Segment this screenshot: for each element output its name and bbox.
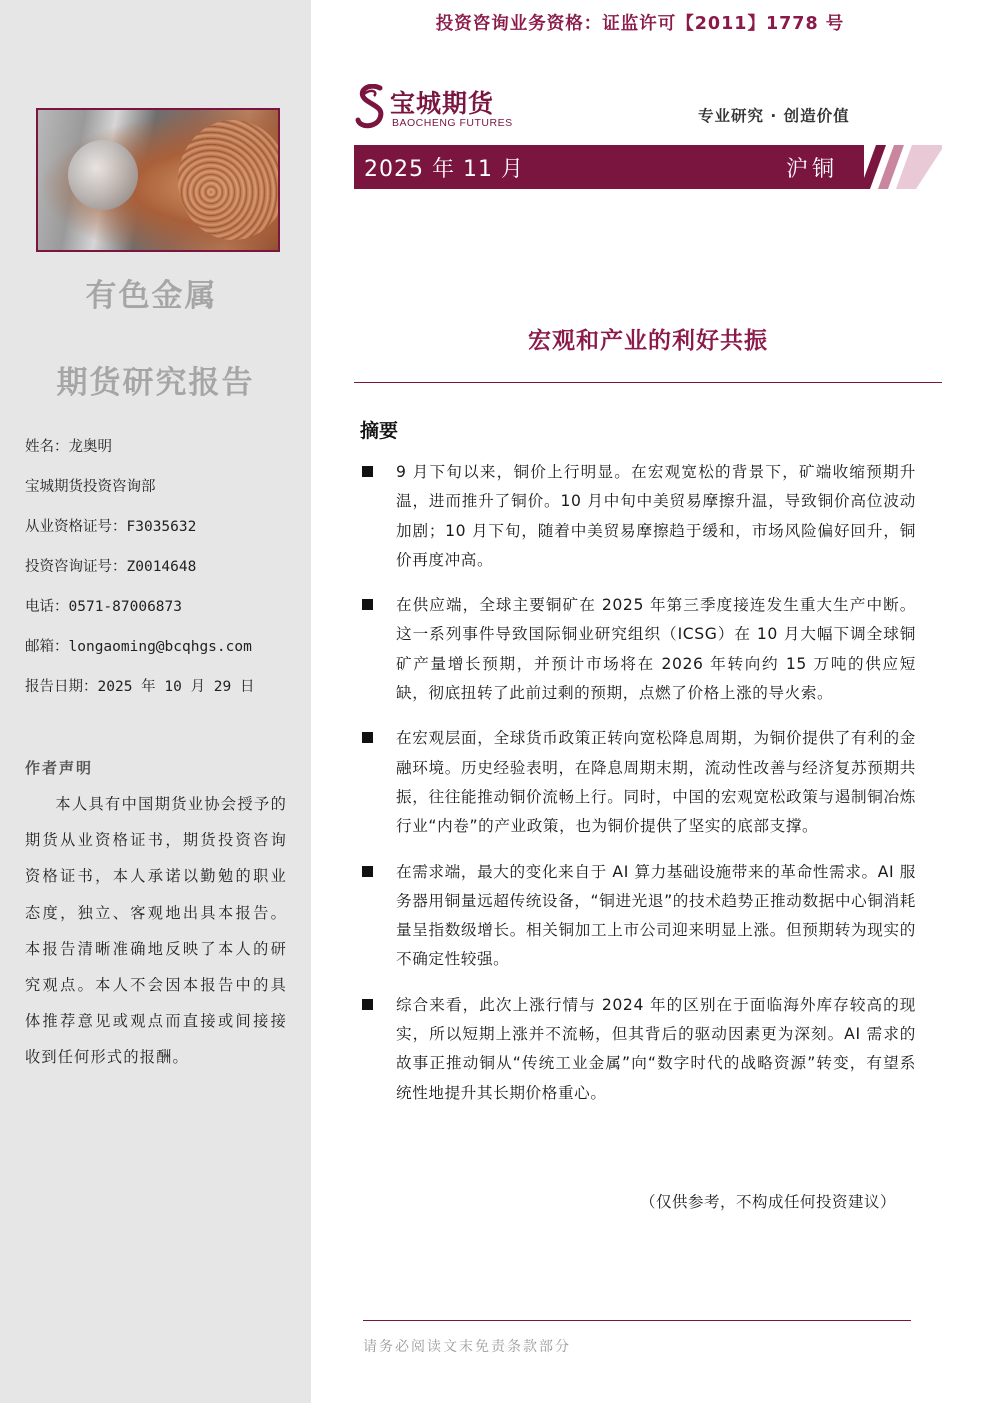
report-headline: 宏观和产业的利好共振 bbox=[528, 328, 768, 354]
title-banner bbox=[354, 145, 864, 189]
phone: 电话：0571-87006873 bbox=[25, 599, 182, 615]
abstract-title: 摘要 bbox=[360, 420, 399, 442]
logo-english-name: BAOCHENG FUTURES bbox=[392, 117, 513, 129]
category-title: 有色金属 bbox=[85, 278, 218, 314]
report-type-title: 期货研究报告 bbox=[56, 365, 255, 401]
divider-top bbox=[354, 382, 942, 383]
bullet-text: 在需求端，最大的变化来自于 AI 算力基础设施带来的革命性需求。AI 服务器用铜量远超传统设备，“铜进光退”的技术趋势正推动数据中心铜消耗量呈指数级增长。相关铜加工上市公司迎来明显上涨。但预期转为现实的不确定性较强。 bbox=[396, 862, 916, 969]
copper-coil-graphic bbox=[178, 120, 280, 240]
bullet-square-icon bbox=[362, 999, 373, 1010]
metal-cylinder-graphic bbox=[68, 140, 138, 210]
bullet-square-icon bbox=[362, 466, 373, 477]
author-department: 宝城期货投资咨询部 bbox=[25, 479, 156, 495]
company-logo bbox=[354, 84, 524, 134]
author-name: 姓名：龙奥明 bbox=[25, 439, 112, 455]
bullet-text: 在供应端，全球主要铜矿在 2025 年第三季度接连发生重大生产中断。这一系列事件导致国际铜业研究组织（ICSG）在 10 月大幅下调全球铜矿产量增长预期，并预计市场将在 2026 年转向约 15 万吨的供应短缺，彻底扭转了此前过剩的预期，点燃了价格上涨的导火索。 bbox=[396, 596, 916, 703]
abstract-bullet bbox=[358, 458, 916, 575]
bullet-square-icon bbox=[362, 732, 373, 743]
report-date: 报告日期：2025 年 10 月 29 日 bbox=[25, 679, 255, 695]
declaration-title: 作者声明 bbox=[25, 759, 94, 777]
banner-stripes-decoration bbox=[860, 145, 942, 189]
abstract-bullet bbox=[358, 858, 916, 975]
slogan: 专业研究 · 创造价值 bbox=[698, 107, 850, 125]
banner-date: 2025 年 11 月 bbox=[364, 157, 524, 182]
bullet-square-icon bbox=[362, 599, 373, 610]
cover-photo bbox=[36, 108, 280, 252]
abstract-bullet bbox=[358, 724, 916, 841]
logo-chinese-name: 宝城期货 bbox=[390, 89, 495, 118]
qualification-number: 从业资格证号：F3035632 bbox=[25, 519, 197, 535]
declaration-body: 本人具有中国期货业协会授予的期货从业资格证书，期货投资咨询资格证书，本人承诺以勤勉的职业态度，独立、客观地出具本报告。本报告清晰准确地反映了本人的研究观点。本人不会因本报告中的具体推荐意见或观点而直接或间接接收到任何形式的报酬。 bbox=[25, 795, 287, 1067]
sidebar bbox=[0, 0, 311, 1403]
author-info bbox=[25, 436, 255, 716]
email: 邮箱：longaoming@bcqhgs.com bbox=[25, 639, 252, 655]
divider-bottom bbox=[363, 1320, 911, 1321]
abstract-bullets bbox=[358, 458, 916, 1124]
bullet-text: 综合来看，此次上涨行情与 2024 年的区别在于面临海外库存较高的现实，所以短期上涨并不流畅，但其背后的驱动因素更为深刻。AI 需求的故事正推动铜从“传统工业金属”向“数字时代的战略资源”转变，有望系统性地提升其长期价格重心。 bbox=[396, 995, 916, 1102]
abstract-bullet bbox=[358, 991, 916, 1108]
license-line: 投资咨询业务资格：证监许可【2011】1778 号 bbox=[435, 14, 845, 34]
bullet-text: 在宏观层面，全球货币政策正转向宽松降息周期，为铜价提供了有利的金融环境。历史经验表明，在降息周期末期，流动性改善与经济复苏预期共振，往往能推动铜价流畅上行。同时，中国的宏观宽松政策与遏制铜冶炼行业“内卷”的产业政策，也为铜价提供了坚实的底部支撑。 bbox=[396, 729, 916, 836]
consulting-number: 投资咨询证号：Z0014648 bbox=[25, 559, 197, 575]
abstract-bullet bbox=[358, 591, 916, 708]
bullet-text: 9 月下旬以来，铜价上行明显。在宏观宽松的背景下，矿端收缩预期升温，进而推升了铜价。10 月中旬中美贸易摩擦升温，导致铜价高位波动加剧；10 月下旬，随着中美贸易摩擦趋于缓和，市场风险偏好回升，铜价再度冲高。 bbox=[396, 463, 916, 569]
footer-note: 请务必阅读文末免责条款部分 bbox=[363, 1339, 571, 1355]
investment-disclaimer: （仅供参考，不构成任何投资建议） bbox=[640, 1193, 897, 1211]
logo-mark-icon bbox=[354, 84, 388, 130]
bullet-square-icon bbox=[362, 866, 373, 877]
banner-product: 沪铜 bbox=[785, 157, 838, 182]
